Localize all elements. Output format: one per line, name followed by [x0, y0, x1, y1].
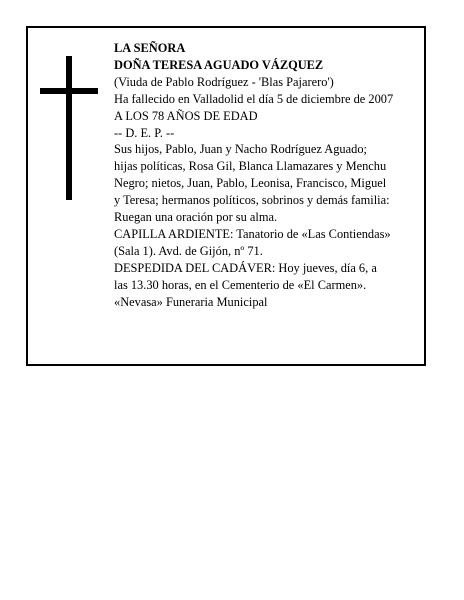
rip-line: -- D. E. P. -- [114, 125, 175, 140]
death-line: Ha fallecido en Valladolid el día 5 de diciembre de 2007 [114, 91, 394, 106]
age-line: A LOS 78 AÑOS DE EDAD [114, 108, 258, 123]
title-line-1: LA SEÑORA [114, 41, 186, 55]
obituary-notice [26, 26, 426, 366]
family-line: Negro; nietos, Juan, Pablo, Leonisa, Francisco, Miguel [114, 176, 387, 191]
prayer-line: Ruegan una oración por su alma. [114, 210, 278, 225]
deceased-name: DOÑA TERESA AGUADO VÁZQUEZ [114, 57, 324, 72]
widow-of-line: (Viuda de Pablo Rodríguez - 'Blas Pajarero') [114, 74, 334, 89]
cross-horizontal-bar [40, 88, 98, 94]
chapel-line: CAPILLA ARDIENTE: Tanatorio de «Las Contiendas» [114, 226, 391, 241]
farewell-line: las 13.30 horas, en el Cementerio de «El Carmen». [114, 277, 367, 292]
family-line: y Teresa; hermanos políticos, sobrinos y demás familia: [114, 193, 390, 208]
farewell-line: DESPEDIDA DEL CADÁVER: Hoy jueves, día 6, a [114, 260, 377, 275]
cross-icon [40, 56, 98, 200]
chapel-line: (Sala 1). Avd. de Gijón, nº 71. [114, 243, 263, 258]
notice-text [114, 40, 426, 311]
family-line: Sus hijos, Pablo, Juan y Nacho Rodríguez Aguado; [114, 142, 367, 157]
funeral-home-line: «Nevasa» Funeraria Municipal [114, 294, 268, 309]
family-line: hijas políticas, Rosa Gil, Blanca Llamazares y Menchu [114, 159, 387, 174]
cross-vertical-bar [66, 56, 72, 200]
